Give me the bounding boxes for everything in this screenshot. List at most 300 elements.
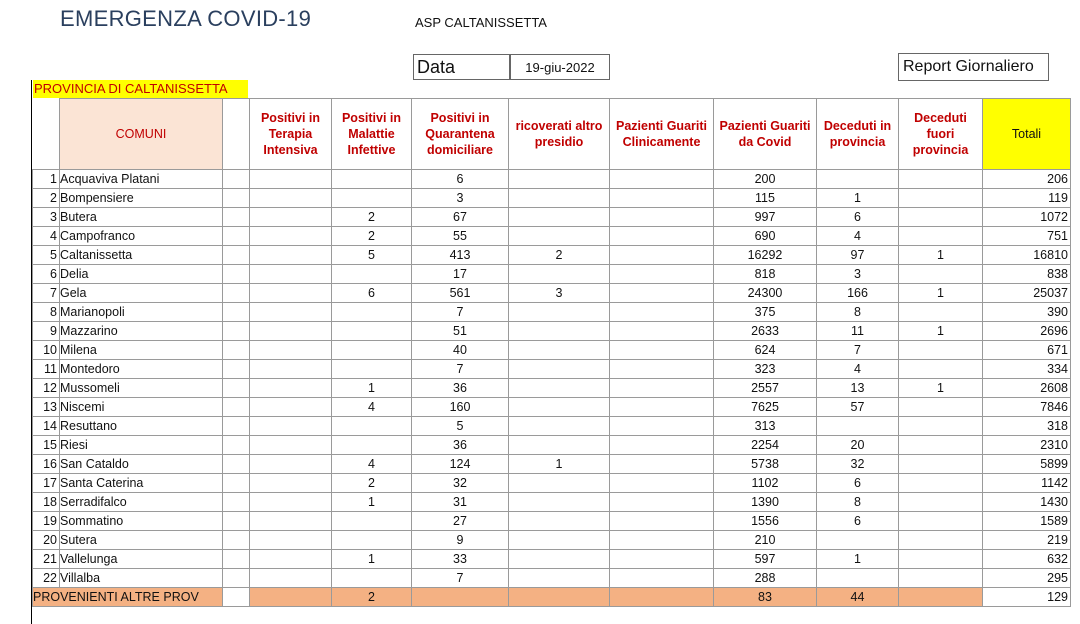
cell-guariti-covid: 997: [714, 208, 817, 227]
cell-malattie-infettive: [332, 512, 412, 531]
comune-name: Sommatino: [60, 512, 223, 531]
row-index: 18: [33, 493, 60, 512]
cell-guariti-covid: 375: [714, 303, 817, 322]
cell-deceduti-provincia: 32: [817, 455, 899, 474]
table-row: [33, 189, 1071, 208]
cell-deceduti-provincia: [817, 170, 899, 189]
cell-malattie-infettive: 2: [332, 227, 412, 246]
cell-malattie-infettive: [332, 360, 412, 379]
cell-guariti-clinicamente: [610, 379, 714, 398]
cell-deceduti-fuori: [899, 474, 983, 493]
comune-name: Sutera: [60, 531, 223, 550]
cell-totali: 16810: [983, 246, 1071, 265]
cell-deceduti-fuori: [899, 569, 983, 588]
cell-terapia-intensiva: [250, 341, 332, 360]
cell-guariti-covid: 313: [714, 417, 817, 436]
covid-report-table: [32, 98, 1071, 607]
table-row: [33, 170, 1071, 189]
cell-guariti-covid: 16292: [714, 246, 817, 265]
cell-totali: 334: [983, 360, 1071, 379]
cell-guariti-covid: 2557: [714, 379, 817, 398]
cell-malattie-infettive: [332, 303, 412, 322]
cell-totali: 1589: [983, 512, 1071, 531]
spacer-cell: [223, 189, 250, 208]
cell-guariti-covid: 2633: [714, 322, 817, 341]
cell-quarantena: 7: [412, 569, 509, 588]
cell-terapia-intensiva: [250, 531, 332, 550]
cell-quarantena: 3: [412, 189, 509, 208]
cell-deceduti-fuori: [899, 170, 983, 189]
cell-guariti-clinicamente: [610, 341, 714, 360]
cell-deceduti-provincia: 3: [817, 265, 899, 284]
cell-quarantena: 27: [412, 512, 509, 531]
cell-guariti-covid: 624: [714, 341, 817, 360]
comune-name: Caltanissetta: [60, 246, 223, 265]
cell-terapia-intensiva: [250, 246, 332, 265]
row-index: 16: [33, 455, 60, 474]
spacer-cell: [223, 246, 250, 265]
cell-guariti-covid: 1390: [714, 493, 817, 512]
table-row: [33, 550, 1071, 569]
cell-malattie-infettive: [332, 265, 412, 284]
cell-totali: 295: [983, 569, 1071, 588]
header-quarantena: Positivi in Quarantena domiciliare: [412, 99, 509, 170]
table-row: [33, 436, 1071, 455]
cell-deceduti-provincia: 4: [817, 227, 899, 246]
cell-malattie-infettive: 6: [332, 284, 412, 303]
cell-quarantena: 6: [412, 170, 509, 189]
cell-deceduti-provincia: 166: [817, 284, 899, 303]
spacer-cell: [223, 360, 250, 379]
cell-ricoverati-altro: [509, 227, 610, 246]
cell-guariti-clinicamente: [610, 189, 714, 208]
cell-totali: 219: [983, 531, 1071, 550]
header-terapia-intensiva: Positivi in Terapia Intensiva: [250, 99, 332, 170]
cell-terapia-intensiva: [250, 550, 332, 569]
cell-deceduti-fuori: [899, 417, 983, 436]
cell-terapia-intensiva: [250, 360, 332, 379]
comune-name: Montedoro: [60, 360, 223, 379]
spacer-cell: [223, 493, 250, 512]
cell-deceduti-fuori: [899, 360, 983, 379]
cell-totali: 2696: [983, 322, 1071, 341]
cell-totali: 7846: [983, 398, 1071, 417]
cell-guariti-covid: 200: [714, 170, 817, 189]
cell-ricoverati-altro: [509, 512, 610, 531]
cell-deceduti-provincia: 20: [817, 436, 899, 455]
province-banner: PROVINCIA DI CALTANISSETTA: [33, 80, 248, 98]
cell-guariti-clinicamente: [610, 265, 714, 284]
cell-totali: 390: [983, 303, 1071, 322]
row-index: 6: [33, 265, 60, 284]
cell-totali: 671: [983, 341, 1071, 360]
comune-name: Mussomeli: [60, 379, 223, 398]
cell-totali: 751: [983, 227, 1071, 246]
row-index: 1: [33, 170, 60, 189]
spacer-cell: [223, 531, 250, 550]
cell-deceduti-fuori: [899, 227, 983, 246]
cell-malattie-infettive: [332, 341, 412, 360]
cell-malattie-infettive: 4: [332, 398, 412, 417]
cell-terapia-intensiva: [250, 379, 332, 398]
footer-dfp: [899, 588, 983, 607]
cell-quarantena: 561: [412, 284, 509, 303]
cell-ricoverati-altro: [509, 322, 610, 341]
cell-ricoverati-altro: [509, 341, 610, 360]
cell-guariti-clinicamente: [610, 284, 714, 303]
cell-malattie-infettive: 1: [332, 379, 412, 398]
cell-terapia-intensiva: [250, 493, 332, 512]
cell-deceduti-fuori: [899, 398, 983, 417]
page-title: EMERGENZA COVID-19: [60, 6, 312, 31]
cell-totali: 2608: [983, 379, 1071, 398]
cell-deceduti-fuori: 1: [899, 322, 983, 341]
row-index: 8: [33, 303, 60, 322]
footer-mi: 2: [332, 588, 412, 607]
cell-guariti-clinicamente: [610, 474, 714, 493]
spacer-cell: [223, 436, 250, 455]
cell-quarantena: 5: [412, 417, 509, 436]
cell-terapia-intensiva: [250, 227, 332, 246]
cell-deceduti-provincia: 97: [817, 246, 899, 265]
comune-name: Niscemi: [60, 398, 223, 417]
header-guariti-covid: Pazienti Guariti da Covid: [714, 99, 817, 170]
cell-terapia-intensiva: [250, 436, 332, 455]
row-index: 19: [33, 512, 60, 531]
cell-totali: 5899: [983, 455, 1071, 474]
cell-terapia-intensiva: [250, 265, 332, 284]
cell-malattie-infettive: [332, 189, 412, 208]
cell-terapia-intensiva: [250, 284, 332, 303]
cell-quarantena: 124: [412, 455, 509, 474]
cell-deceduti-fuori: [899, 208, 983, 227]
cell-deceduti-provincia: 1: [817, 550, 899, 569]
cell-guariti-clinicamente: [610, 322, 714, 341]
footer-ti: [250, 588, 332, 607]
cell-malattie-infettive: 2: [332, 208, 412, 227]
cell-deceduti-fuori: [899, 550, 983, 569]
cell-guariti-covid: 5738: [714, 455, 817, 474]
cell-terapia-intensiva: [250, 208, 332, 227]
cell-deceduti-provincia: 8: [817, 493, 899, 512]
cell-guariti-clinicamente: [610, 531, 714, 550]
comune-name: Riesi: [60, 436, 223, 455]
row-index: 9: [33, 322, 60, 341]
cell-terapia-intensiva: [250, 417, 332, 436]
footer-tot: 129: [983, 588, 1071, 607]
cell-guariti-clinicamente: [610, 246, 714, 265]
cell-deceduti-fuori: [899, 265, 983, 284]
cell-totali: 206: [983, 170, 1071, 189]
table-row: [33, 474, 1071, 493]
footer-row: [33, 588, 1071, 607]
table-row: [33, 303, 1071, 322]
comune-name: San Cataldo: [60, 455, 223, 474]
cell-ricoverati-altro: [509, 436, 610, 455]
page-subtitle: ASP CALTANISSETTA: [415, 15, 547, 30]
cell-malattie-infettive: [332, 322, 412, 341]
comune-name: Mazzarino: [60, 322, 223, 341]
comune-name: Marianopoli: [60, 303, 223, 322]
cell-deceduti-fuori: 1: [899, 284, 983, 303]
cell-guariti-clinicamente: [610, 303, 714, 322]
cell-malattie-infettive: [332, 569, 412, 588]
spacer-cell: [223, 379, 250, 398]
cell-malattie-infettive: 1: [332, 493, 412, 512]
row-index: 12: [33, 379, 60, 398]
cell-terapia-intensiva: [250, 189, 332, 208]
cell-ricoverati-altro: [509, 208, 610, 227]
table-row: [33, 379, 1071, 398]
cell-terapia-intensiva: [250, 455, 332, 474]
footer-dip: 44: [817, 588, 899, 607]
cell-guariti-clinicamente: [610, 436, 714, 455]
cell-terapia-intensiva: [250, 398, 332, 417]
cell-quarantena: 17: [412, 265, 509, 284]
cell-guariti-covid: 2254: [714, 436, 817, 455]
cell-malattie-infettive: [332, 531, 412, 550]
cell-deceduti-provincia: 4: [817, 360, 899, 379]
cell-ricoverati-altro: [509, 360, 610, 379]
row-index: 2: [33, 189, 60, 208]
cell-guariti-covid: 210: [714, 531, 817, 550]
header-index-blank: [33, 99, 60, 170]
comune-name: Gela: [60, 284, 223, 303]
header-spacer: [223, 99, 250, 170]
spacer-cell: [223, 417, 250, 436]
comune-name: Delia: [60, 265, 223, 284]
row-index: 3: [33, 208, 60, 227]
cell-guariti-covid: 115: [714, 189, 817, 208]
header-malattie-infettive: Positivi in Malattie Infettive: [332, 99, 412, 170]
date-value: 19-giu-2022: [510, 54, 610, 80]
cell-malattie-infettive: 1: [332, 550, 412, 569]
cell-deceduti-fuori: [899, 493, 983, 512]
table-row: [33, 265, 1071, 284]
cell-totali: 1142: [983, 474, 1071, 493]
cell-deceduti-fuori: [899, 341, 983, 360]
cell-guariti-covid: 323: [714, 360, 817, 379]
row-index: 20: [33, 531, 60, 550]
date-label: Data: [413, 54, 510, 80]
cell-deceduti-provincia: 57: [817, 398, 899, 417]
cell-ricoverati-altro: [509, 379, 610, 398]
cell-guariti-clinicamente: [610, 569, 714, 588]
cell-guariti-covid: 1556: [714, 512, 817, 531]
table-row: [33, 398, 1071, 417]
cell-malattie-infettive: [332, 170, 412, 189]
row-index: 17: [33, 474, 60, 493]
row-index: 4: [33, 227, 60, 246]
cell-quarantena: 160: [412, 398, 509, 417]
cell-quarantena: 33: [412, 550, 509, 569]
comune-name: Villalba: [60, 569, 223, 588]
cell-malattie-infettive: 4: [332, 455, 412, 474]
header-deceduti-fuori: Deceduti fuori provincia: [899, 99, 983, 170]
cell-totali: 119: [983, 189, 1071, 208]
cell-terapia-intensiva: [250, 170, 332, 189]
cell-guariti-clinicamente: [610, 360, 714, 379]
table-row: [33, 246, 1071, 265]
cell-deceduti-provincia: 6: [817, 512, 899, 531]
comune-name: Campofranco: [60, 227, 223, 246]
cell-totali: 25037: [983, 284, 1071, 303]
cell-ricoverati-altro: [509, 303, 610, 322]
cell-quarantena: 7: [412, 303, 509, 322]
cell-guariti-covid: 690: [714, 227, 817, 246]
footer-pgc: [610, 588, 714, 607]
comune-name: Serradifalco: [60, 493, 223, 512]
table-row: [33, 417, 1071, 436]
table-row: [33, 341, 1071, 360]
row-index: 5: [33, 246, 60, 265]
table-row: [33, 208, 1071, 227]
cell-guariti-clinicamente: [610, 208, 714, 227]
cell-quarantena: 7: [412, 360, 509, 379]
cell-malattie-infettive: [332, 417, 412, 436]
cell-deceduti-fuori: [899, 189, 983, 208]
cell-totali: 1072: [983, 208, 1071, 227]
table-header-row: [33, 99, 1071, 170]
cell-deceduti-fuori: [899, 531, 983, 550]
cell-guariti-clinicamente: [610, 417, 714, 436]
comune-name: Butera: [60, 208, 223, 227]
table-row: [33, 227, 1071, 246]
cell-guariti-clinicamente: [610, 512, 714, 531]
cell-malattie-infettive: [332, 436, 412, 455]
row-index: 15: [33, 436, 60, 455]
header-deceduti-provincia: Deceduti in provincia: [817, 99, 899, 170]
cell-guariti-clinicamente: [610, 550, 714, 569]
spacer-cell: [223, 455, 250, 474]
cell-deceduti-fuori: [899, 512, 983, 531]
cell-deceduti-provincia: [817, 569, 899, 588]
cell-deceduti-fuori: [899, 455, 983, 474]
table-row: [33, 512, 1071, 531]
table-row: [33, 284, 1071, 303]
footer-label: PROVENIENTI ALTRE PROV: [33, 588, 223, 607]
cell-quarantena: 36: [412, 379, 509, 398]
footer-qd: [412, 588, 509, 607]
spacer-cell: [223, 550, 250, 569]
table-row: [33, 360, 1071, 379]
spacer-cell: [223, 227, 250, 246]
spacer-cell: [223, 474, 250, 493]
row-index: 14: [33, 417, 60, 436]
cell-ricoverati-altro: [509, 398, 610, 417]
cell-quarantena: 55: [412, 227, 509, 246]
row-index: 22: [33, 569, 60, 588]
cell-totali: 318: [983, 417, 1071, 436]
cell-deceduti-provincia: [817, 531, 899, 550]
cell-ricoverati-altro: [509, 493, 610, 512]
cell-ricoverati-altro: [509, 550, 610, 569]
spacer-cell: [223, 322, 250, 341]
cell-deceduti-provincia: 6: [817, 208, 899, 227]
cell-ricoverati-altro: [509, 170, 610, 189]
cell-totali: 632: [983, 550, 1071, 569]
cell-terapia-intensiva: [250, 303, 332, 322]
comune-name: Acquaviva Platani: [60, 170, 223, 189]
cell-deceduti-fuori: 1: [899, 246, 983, 265]
footer-pgcovid: 83: [714, 588, 817, 607]
table-row: [33, 531, 1071, 550]
cell-deceduti-provincia: 7: [817, 341, 899, 360]
spacer-cell: [223, 341, 250, 360]
cell-malattie-infettive: 2: [332, 474, 412, 493]
cell-guariti-covid: 1102: [714, 474, 817, 493]
cell-ricoverati-altro: 2: [509, 246, 610, 265]
table-row: [33, 455, 1071, 474]
cell-guariti-covid: 818: [714, 265, 817, 284]
row-index: 13: [33, 398, 60, 417]
cell-deceduti-provincia: [817, 417, 899, 436]
cell-quarantena: 67: [412, 208, 509, 227]
spacer-cell: [223, 208, 250, 227]
cell-guariti-clinicamente: [610, 398, 714, 417]
table-row: [33, 569, 1071, 588]
header-ricoverati-altro: ricoverati altro presidio: [509, 99, 610, 170]
cell-quarantena: 31: [412, 493, 509, 512]
cell-totali: 838: [983, 265, 1071, 284]
cell-deceduti-fuori: [899, 436, 983, 455]
spacer-cell: [223, 512, 250, 531]
cell-quarantena: 40: [412, 341, 509, 360]
cell-guariti-covid: 288: [714, 569, 817, 588]
cell-ricoverati-altro: [509, 417, 610, 436]
cell-deceduti-provincia: 8: [817, 303, 899, 322]
row-index: 7: [33, 284, 60, 303]
cell-terapia-intensiva: [250, 474, 332, 493]
cell-deceduti-provincia: 13: [817, 379, 899, 398]
cell-terapia-intensiva: [250, 569, 332, 588]
cell-totali: 2310: [983, 436, 1071, 455]
cell-guariti-clinicamente: [610, 170, 714, 189]
spacer-cell: [223, 398, 250, 417]
table-body: [33, 170, 1071, 588]
cell-terapia-intensiva: [250, 512, 332, 531]
cell-deceduti-provincia: 11: [817, 322, 899, 341]
spacer-cell: [223, 303, 250, 322]
cell-ricoverati-altro: 1: [509, 455, 610, 474]
cell-quarantena: 36: [412, 436, 509, 455]
cell-ricoverati-altro: [509, 531, 610, 550]
cell-guariti-covid: 24300: [714, 284, 817, 303]
cell-malattie-infettive: 5: [332, 246, 412, 265]
spacer-cell: [223, 569, 250, 588]
row-index: 11: [33, 360, 60, 379]
cell-ricoverati-altro: [509, 189, 610, 208]
footer-spacer: [223, 588, 250, 607]
cell-deceduti-provincia: 1: [817, 189, 899, 208]
header-guariti-clinicamente: Pazienti Guariti Clinicamente: [610, 99, 714, 170]
comune-name: Bompensiere: [60, 189, 223, 208]
cell-quarantena: 9: [412, 531, 509, 550]
header-totali: Totali: [983, 99, 1071, 170]
row-index: 10: [33, 341, 60, 360]
cell-quarantena: 51: [412, 322, 509, 341]
cell-deceduti-fuori: [899, 303, 983, 322]
cell-deceduti-provincia: 6: [817, 474, 899, 493]
cell-guariti-clinicamente: [610, 455, 714, 474]
header-comuni: COMUNI: [60, 99, 223, 170]
spacer-cell: [223, 265, 250, 284]
row-index: 21: [33, 550, 60, 569]
cell-ricoverati-altro: 3: [509, 284, 610, 303]
spacer-cell: [223, 170, 250, 189]
cell-ricoverati-altro: [509, 474, 610, 493]
cell-quarantena: 32: [412, 474, 509, 493]
